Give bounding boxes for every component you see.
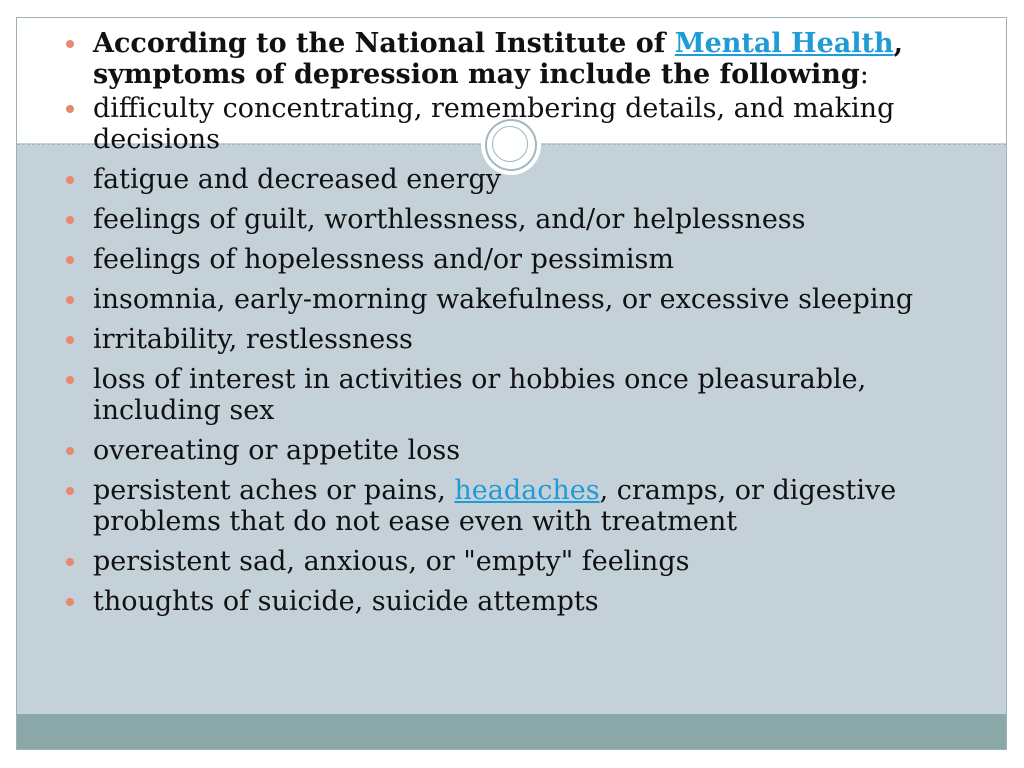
list-item-prefix: persistent aches or pains, — [93, 475, 455, 506]
intro-colon: : — [859, 59, 869, 90]
list-item — [17, 475, 977, 537]
bullet-dot-icon — [66, 598, 74, 606]
bullet-dot-icon — [66, 40, 74, 48]
bullet-dot-icon — [66, 376, 74, 384]
symptom-list — [17, 28, 977, 626]
list-item-text: feelings of guilt, worthlessness, and/or helplessness — [93, 204, 806, 235]
list-item-text: fatigue and decreased energy — [93, 164, 502, 195]
list-item-text: overeating or appetite loss — [93, 435, 461, 466]
list-item-text: feelings of hopelessness and/or pessimism — [93, 244, 674, 275]
list-item — [17, 204, 977, 235]
list-item — [17, 164, 977, 195]
list-item — [17, 364, 977, 426]
list-item-suffix: , cramps, or digestive problems that do not ease even with treatment — [93, 475, 897, 537]
bullet-dot-icon — [66, 256, 74, 264]
bullet-dot-icon — [66, 447, 74, 455]
bullet-dot-icon — [66, 296, 74, 304]
list-item — [17, 93, 977, 155]
slide — [16, 17, 1007, 750]
list-item-text: irritability, restlessness — [93, 324, 413, 355]
list-item-text: insomnia, early-morning wakefulness, or excessive sleeping — [93, 284, 914, 315]
list-item — [17, 435, 977, 466]
bullet-dot-icon — [66, 105, 74, 113]
footer-band — [17, 714, 1006, 749]
list-item — [17, 586, 977, 617]
mental-health-link[interactable]: Mental Health — [674, 28, 894, 59]
list-item-text: persistent sad, anxious, or "empty" feelings — [93, 546, 690, 577]
intro-suffix: , symptoms of depression may include the following — [93, 28, 904, 90]
list-item — [17, 324, 977, 355]
bullet-dot-icon — [66, 336, 74, 344]
intro-prefix: According to the National Institute of — [93, 28, 675, 59]
list-item — [17, 546, 977, 577]
bullet-dot-icon — [66, 487, 74, 495]
list-item — [17, 284, 977, 315]
bullet-dot-icon — [66, 176, 74, 184]
bullet-dot-icon — [66, 558, 74, 566]
list-item-text: thoughts of suicide, suicide attempts — [93, 586, 599, 617]
bullet-dot-icon — [66, 216, 74, 224]
intro-bullet — [17, 28, 977, 90]
list-item — [17, 244, 977, 275]
headaches-link[interactable]: headaches — [454, 475, 600, 506]
list-item-text: loss of interest in activities or hobbies once pleasurable, including sex — [93, 364, 867, 426]
list-item-text: difficulty concentrating, remembering details, and making decisions — [93, 93, 895, 155]
